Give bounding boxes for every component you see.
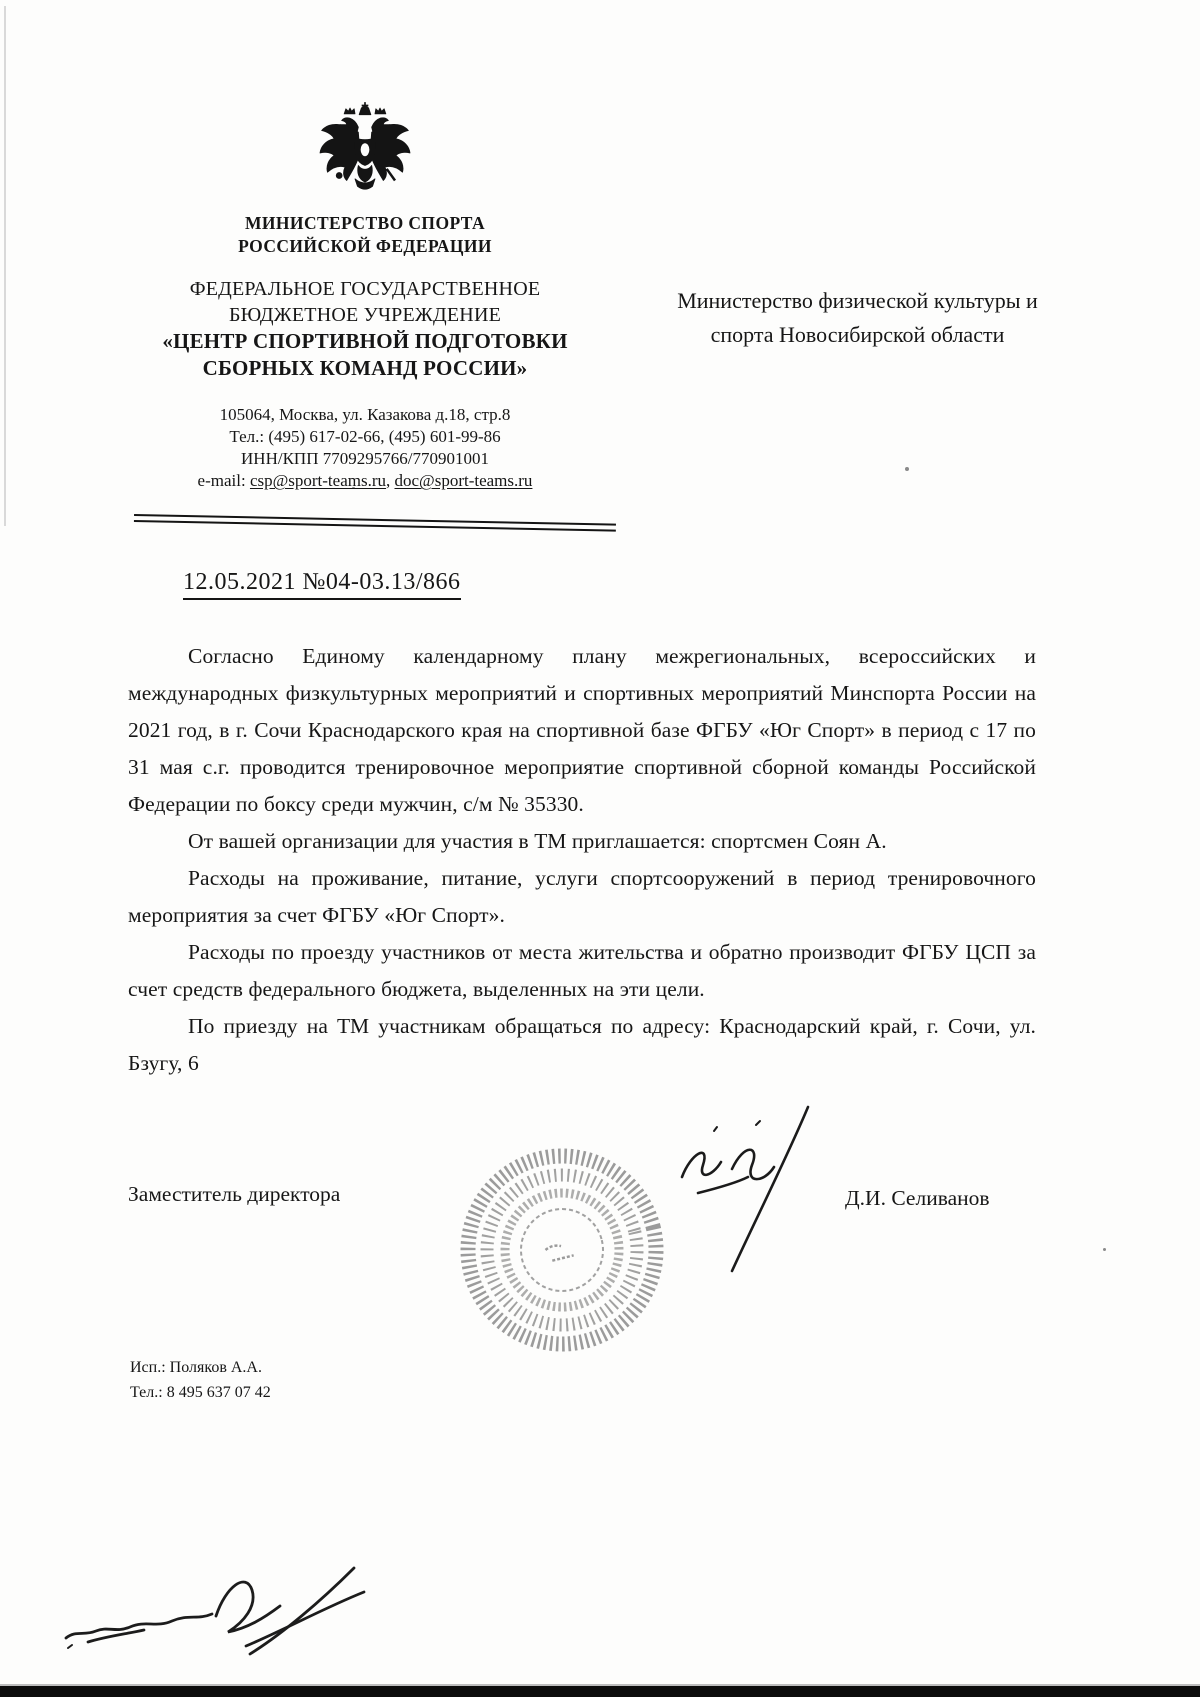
email-label: e-mail: xyxy=(197,471,250,490)
ministry-name-line1: МИНИСТЕРСТВО СПОРТА xyxy=(244,213,485,233)
recipient-line1: Министерство физической культуры и xyxy=(677,288,1038,313)
signer-position: Заместитель директора xyxy=(128,1182,341,1206)
letter-body xyxy=(128,638,1036,1082)
org-address: 105064, Москва, ул. Казакова д.18, стр.8 xyxy=(219,405,511,424)
date-and-reference-number: 12.05.2021 №04-03.13/866 xyxy=(183,569,461,600)
handwritten-note-scribble xyxy=(58,1560,388,1665)
coat-of-arms-eagle-icon xyxy=(315,92,415,204)
org-inn-kpp: ИНН/КПП 7709295766/770901001 xyxy=(241,449,489,468)
paragraph-event-info: Согласно Единому календарному плану межрегиональных, всероссийских и международных физкультурных мероприятий и спортивных мероприятий Минспорта России на 2021 год, в г. Сочи Краснодарского края на спортивной базе ФГБУ «Юг Спорт» в период с 17 по 31 мая с.г. проводится тренировочное мероприятие спортивной сборной команды Российской Федерации по боксу среди мужчин, с/м № 35330. xyxy=(128,644,1036,816)
paragraph-lodging-costs: Расходы на проживание, питание, услуги спортсооружений в период тренировочного мероприятия за счет ФГБУ «Юг Спорт». xyxy=(128,866,1036,927)
recipient-line2: спорта Новосибирской области xyxy=(710,322,1005,347)
org-phone: Тел.: (495) 617-02-66, (495) 601-99-86 xyxy=(229,427,501,446)
letterhead-divider-rule xyxy=(134,514,616,532)
executor-name: Исп.: Поляков А.А. xyxy=(130,1359,262,1376)
recipient-block xyxy=(630,284,1085,352)
email-address-csp: csp@sport-teams.ru xyxy=(249,471,386,490)
scan-noise xyxy=(1103,1248,1106,1251)
signer-name: Д.И. Селиванов xyxy=(845,1186,990,1210)
email-address-doc: doc@sport-teams.ru xyxy=(394,471,533,490)
executor-phone: Тел.: 8 495 637 07 42 xyxy=(130,1384,271,1401)
letterhead xyxy=(120,92,610,492)
director-signature xyxy=(658,1085,823,1285)
paragraph-invitation: От вашей организации для участия в ТМ приглашается: спортсмен Соян А. xyxy=(188,829,887,853)
scan-noise xyxy=(905,467,909,471)
scan-edge-artifact xyxy=(4,6,6,526)
org-name-line2: БЮДЖЕТНОЕ УЧРЕЖДЕНИЕ xyxy=(228,304,502,326)
org-name-line4: СБОРНЫХ КОМАНД РОССИИ» xyxy=(202,356,528,380)
org-name-line1: ФЕДЕРАЛЬНОЕ ГОСУДАРСТВЕННОЕ xyxy=(189,278,541,300)
email-separator: , xyxy=(386,471,395,490)
paragraph-travel-costs: Расходы по проезду участников от места жительства и обратно производит ФГБУ ЦСП за счет средств федерального бюджета, выделенных на эти цели. xyxy=(128,940,1036,1001)
executor-block xyxy=(130,1355,271,1405)
org-email-line xyxy=(120,470,610,492)
round-seal-stamp xyxy=(458,1146,666,1354)
scan-bottom-edge-bar xyxy=(0,1686,1200,1697)
paragraph-arrival-address: По приезду на ТМ участникам обращаться по адресу: Краснодарский край, г. Сочи, ул. Бзугу, 6 xyxy=(128,1014,1036,1075)
ministry-name-line2: РОССИЙСКОЙ ФЕДЕРАЦИИ xyxy=(238,236,492,256)
org-name-line3: «ЦЕНТР СПОРТИВНОЙ ПОДГОТОВКИ xyxy=(162,329,568,353)
